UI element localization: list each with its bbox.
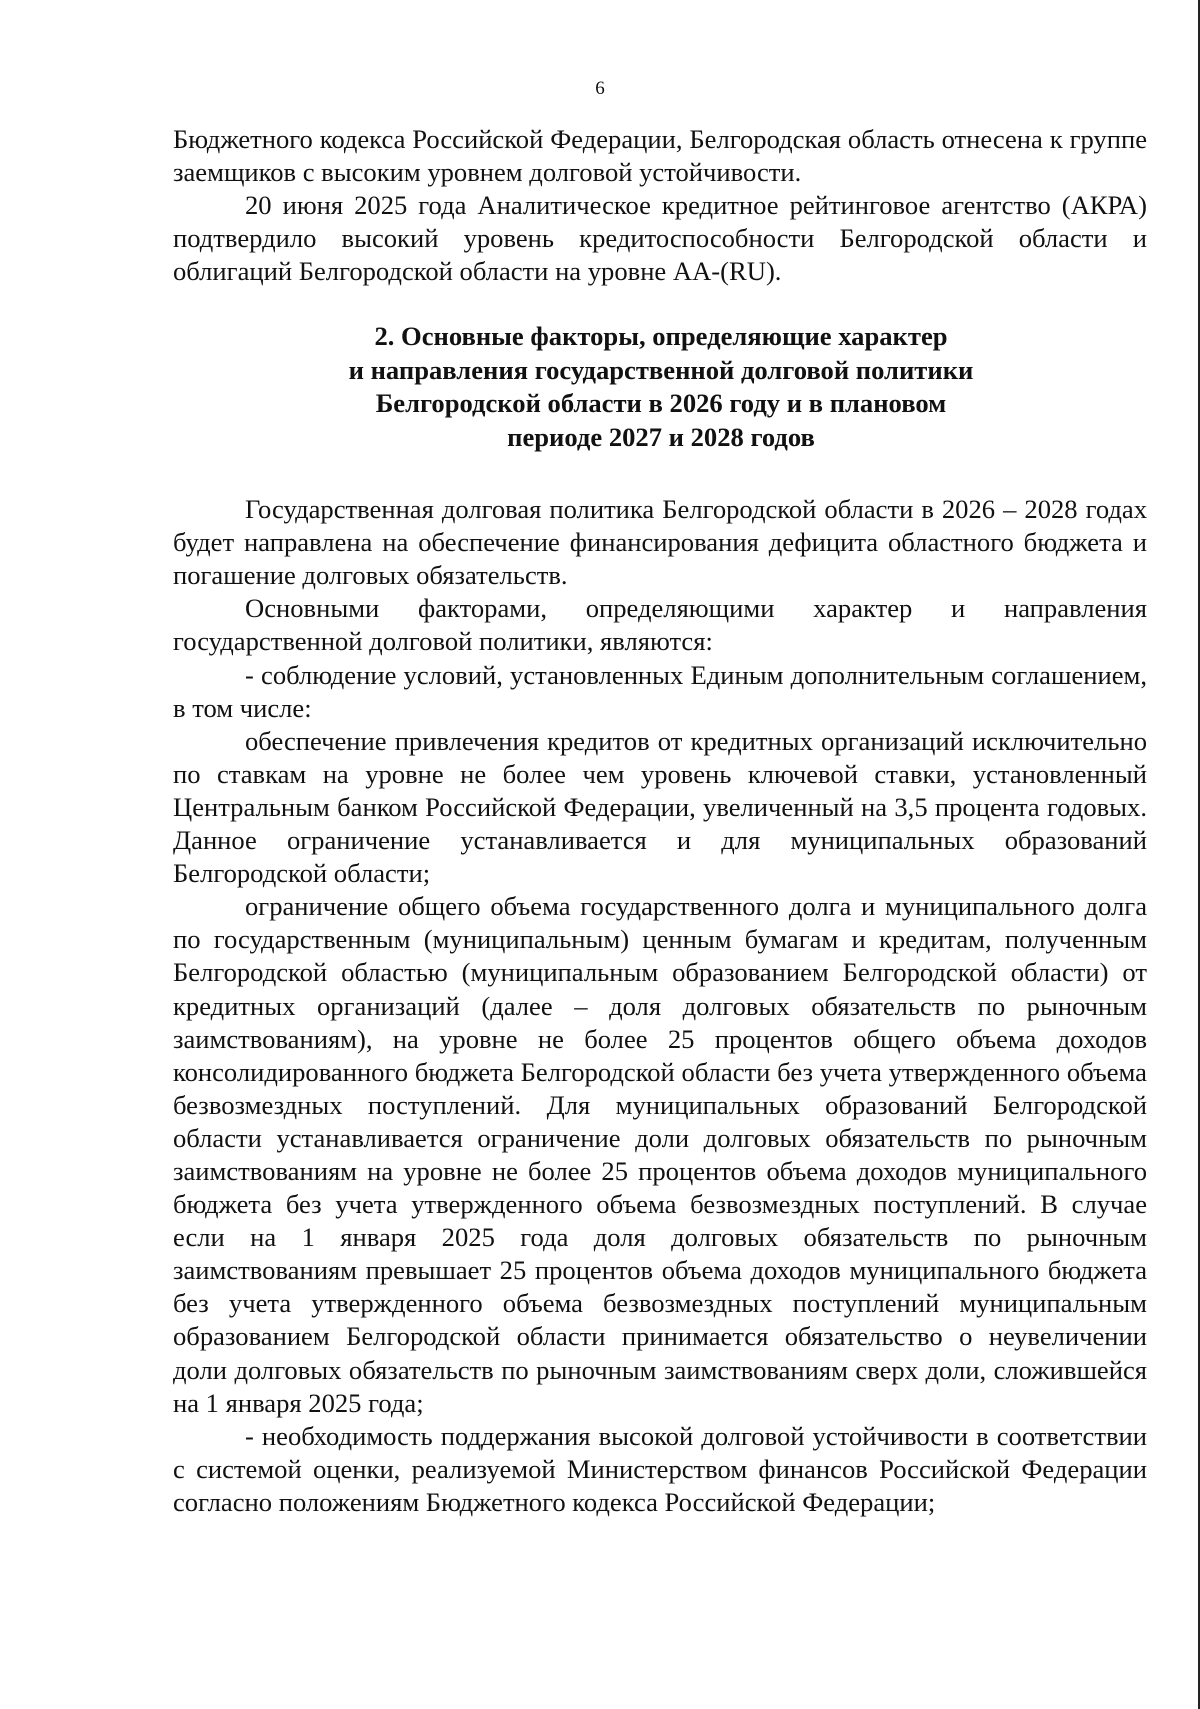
section-heading bbox=[173, 320, 1147, 454]
body-paragraph: обеспечение привлечения кредитов от кредитных организаций исключительно по ставкам на уровне не более чем уровень ключевой ставки, установленный Центральным банком Российской Федерации, увеличенный на 3,5 процента годовых. Данное ограничение устанавливается и для муниципальных образований Белгородской области; bbox=[173, 725, 1147, 889]
list-item: - необходимость поддержания высокой долговой устойчивости в соответствии с системой оценки, реализуемой Министерством финансов Российской Федерации согласно положениям Бюджетного кодекса Российской Федерации; bbox=[173, 1420, 1147, 1517]
body-paragraph: ограничение общего объема государственного долга и муниципального долга по государственным (муниципальным) ценным бумагам и кредитам, полученным Белгородской областью (муниципальным образованием Белгородской области) от кредитных организаций (далее – доля долговых обязательств по рыночным заимствованиям), на уровне не более 25 процентов общего объема доходов консолидированного бюджета Белгородской области без учета утвержденного объема безвозмездных поступлений. Для муниципальных образований Белгородской области устанавливается ограничение доли долговых обязательств по рыночным заимствованиям на уровне не более 25 процентов объема доходов муниципального бюджета без учета утвержденного объема безвозмездных поступлений. В случае если на 1 января 2025 года доля долговых обязательств по рыночным заимствованиям превышает 25 процентов объема доходов муниципального бюджета без учета утвержденного объема безвозмездных поступлений муниципальным образованием Белгородской области принимается обязательство о неувеличении доли долговых обязательств по рыночным заимствованиям сверх доли, сложившейся на 1 января 2025 года; bbox=[173, 891, 1147, 1418]
intro-paragraph: Бюджетного кодекса Российской Федерации, Белгородская область отнесена к группе заемщиков с высоким уровнем долговой устойчивости. bbox=[173, 124, 1147, 188]
heading-line: 2. Основные факторы, определяющие характер bbox=[374, 321, 948, 352]
body-paragraph: Основными факторами, определяющими характер и направления государственной долговой политики, являются: bbox=[173, 593, 1147, 657]
list-item: - соблюдение условий, установленных Единым дополнительным соглашением, в том числе: bbox=[173, 659, 1147, 723]
heading-line: периоде 2027 и 2028 годов bbox=[507, 421, 815, 452]
body-paragraph: Государственная долговая политика Белгородской области в 2026 – 2028 годах будет направлена на обеспечение финансирования дефицита областного бюджета и погашение долговых обязательств. bbox=[173, 494, 1147, 591]
heading-line: Белгородской области в 2026 году и в плановом bbox=[375, 388, 947, 419]
heading-line: и направления государственной долговой политики bbox=[348, 354, 974, 385]
page-number: 6 bbox=[595, 78, 605, 99]
page-body bbox=[173, 123, 1147, 1519]
rating-paragraph: 20 июня 2025 года Аналитическое кредитное рейтинговое агентство (АКРА) подтвердило высокий уровень кредитоспособности Белгородской области и облигаций Белгородской области на уровне АА-(RU). bbox=[173, 190, 1147, 287]
